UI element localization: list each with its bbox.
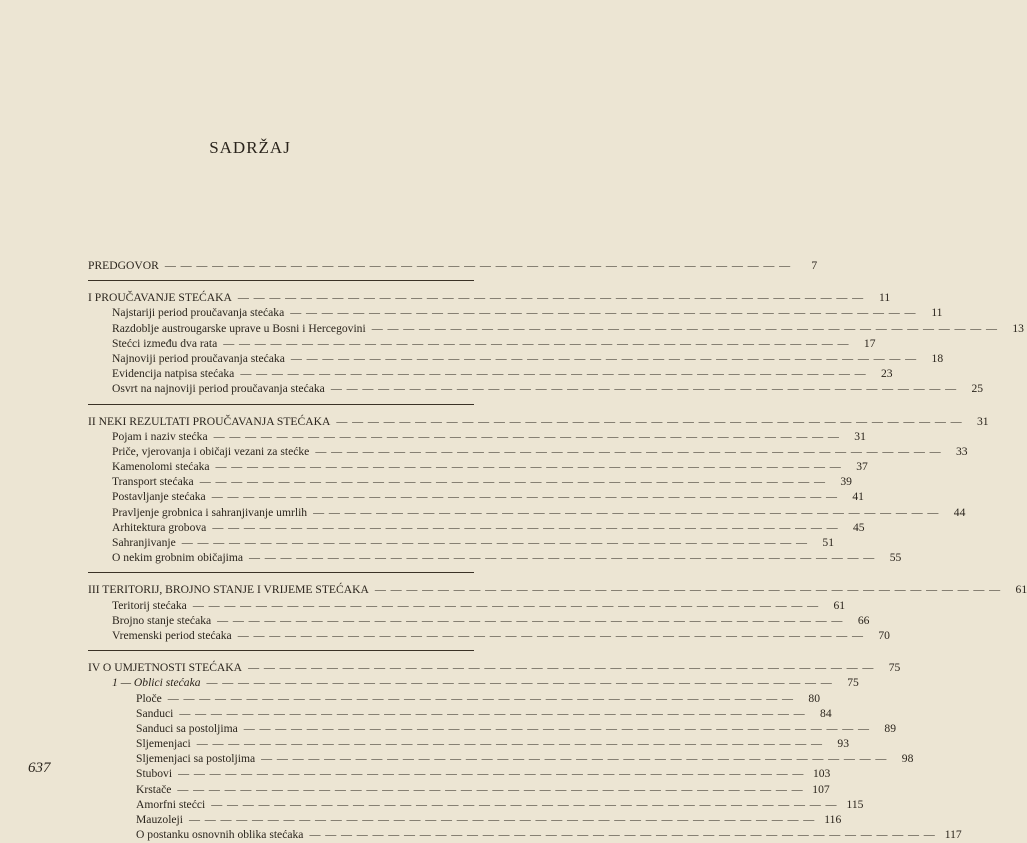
section-divider — [88, 404, 474, 405]
toc-page-number: 61 — [1015, 583, 1027, 597]
toc-entry-label: Osvrt na najnoviji period proučavanja stećaka — [112, 382, 325, 396]
toc-entry — [88, 444, 968, 459]
toc-entry — [88, 721, 897, 736]
toc-page-number: 39 — [840, 475, 852, 489]
dash-leader: — — — — — — — — — — — — — — — — — — — — — — — — — — — — — — — — — — — — — — — — — [237, 629, 864, 642]
dash-leader: — — — — — — — — — — — — — — — — — — — — — — — — — — — — — — — — — — — — — — — — — [249, 552, 876, 565]
toc-entry-label: Krstače — [136, 782, 172, 796]
toc-page-number: 116 — [824, 813, 842, 826]
toc-page-number: 7 — [811, 259, 818, 272]
toc-entry-label: Brojno stanje stećaka — [112, 613, 212, 627]
toc-entry — [88, 706, 832, 721]
dash-leader: — — — — — — — — — — — — — — — — — — — — — — — — — — — — — — — — — — — — — — — — — [248, 662, 875, 675]
toc-section-entry — [88, 582, 1027, 597]
toc-page-number: 31 — [977, 414, 989, 428]
toc-page-number: 75 — [888, 661, 901, 675]
toc-entry — [88, 766, 831, 781]
dash-leader: — — — — — — — — — — — — — — — — — — — — — — — — — — — — — — — — — — — — — — — — — [290, 307, 917, 320]
toc-page-number: 37 — [856, 460, 868, 474]
toc-entry — [88, 827, 962, 842]
toc-entry-label: Mauzoleji — [136, 813, 184, 826]
dash-leader: — — — — — — — — — — — — — — — — — — — — — — — — — — — — — — — — — — — — — — — — — [178, 768, 805, 781]
dash-leader: — — — — — — — — — — — — — — — — — — — — — — — — — — — — — — — — — — — — — — — — — [217, 614, 844, 627]
toc-entry-label: I PROUČAVANJE STEĆAKA — [88, 291, 232, 305]
toc-entry-label: III TERITORIJ, BROJNO STANJE I VRIJEME STEĆAKA — [88, 583, 369, 597]
toc-entry-label: Razdoblje austrougarske uprave u Bosni i Hercegovini — [112, 321, 366, 335]
section-divider — [88, 572, 474, 573]
toc-entry-label: Amorfni stećci — [136, 797, 206, 811]
table-of-contents — [88, 258, 1027, 842]
toc-entry-label: Postavljanje stećaka — [112, 490, 206, 504]
toc-page-number: 75 — [847, 676, 859, 690]
toc-entry — [88, 366, 893, 381]
toc-entry — [88, 598, 846, 613]
toc-entry-label: II NEKI REZULTATI PROUČAVANJA STEĆAKA — [88, 414, 331, 428]
toc-entry — [88, 782, 830, 797]
toc-entry-label: Sljemenjaci sa postoljima — [136, 752, 256, 766]
toc-section-entry — [88, 290, 891, 305]
toc-section-entry — [88, 414, 989, 429]
toc-entry-label: Stubovi — [136, 767, 173, 781]
toc-section-entry — [88, 258, 818, 273]
dash-leader: — — — — — — — — — — — — — — — — — — — — — — — — — — — — — — — — — — — — — — — — — [212, 521, 839, 534]
dash-leader: — — — — — — — — — — — — — — — — — — — — — — — — — — — — — — — — — — — — — — — — — [290, 352, 918, 365]
toc-entry-label: O postanku osnovnih oblika stećaka — [136, 828, 304, 842]
dash-leader: — — — — — — — — — — — — — — — — — — — — — — — — — — — — — — — — — — — — — — — — — [371, 322, 998, 335]
toc-page-number: 107 — [812, 782, 830, 796]
dash-leader: — — — — — — — — — — — — — — — — — — — — — — — — — — — — — — — — — — — — — — — — — [167, 692, 795, 705]
toc-entry — [88, 520, 865, 535]
toc-page-number: 17 — [863, 336, 876, 350]
dash-leader: — — — — — — — — — — — — — — — — — — — — — — — — — — — — — — — — — — — — — — — — — [237, 292, 865, 305]
toc-page-number: 84 — [820, 706, 832, 720]
toc-entry — [88, 812, 842, 827]
toc-entry-label: 1 — Oblici stećaka — [112, 676, 201, 690]
toc-page-number: 117 — [944, 828, 962, 842]
toc-page-number: 89 — [884, 721, 897, 735]
toc-entry-label: IV O UMJETNOSTI STEĆAKA — [88, 661, 243, 675]
toc-entry — [88, 489, 864, 504]
dash-leader: — — — — — — — — — — — — — — — — — — — — — — — — — — — — — — — — — — — — — — — — — [315, 445, 942, 458]
toc-page-number: 11 — [931, 306, 943, 320]
toc-entry — [88, 305, 943, 320]
toc-entry-label: Pravljenje grobnica i sahranjivanje umrlih — [112, 505, 308, 519]
dash-leader: — — — — — — — — — — — — — — — — — — — — — — — — — — — — — — — — — — — — — — — — — [199, 476, 826, 489]
toc-entry-label: Sanduci — [136, 706, 174, 720]
section-divider — [88, 650, 474, 651]
toc-entry — [88, 474, 852, 489]
toc-page-number: 41 — [852, 490, 864, 504]
toc-entry — [88, 691, 821, 706]
toc-page-number: 115 — [846, 797, 864, 811]
toc-page-number: 70 — [878, 628, 890, 642]
dash-leader: — — — — — — — — — — — — — — — — — — — — — — — — — — — — — — — — — — — — — — — — — [177, 783, 804, 796]
toc-entry — [88, 550, 902, 565]
toc-entry-label: Sljemenjaci — [136, 737, 191, 751]
toc-entry — [88, 505, 966, 520]
dash-leader: — — — — — — — — — — — — — — — — — — — — — — — — — — — — — — — — — — — — — — — — — [164, 260, 792, 272]
dash-leader: — — — — — — — — — — — — — — — — — — — — — — — — — — — — — — — — — — — — — — — — — [192, 599, 820, 612]
toc-page-number: 98 — [901, 752, 914, 766]
toc-entry — [88, 797, 864, 812]
toc-entry — [88, 429, 866, 444]
dash-leader: — — — — — — — — — — — — — — — — — — — — — — — — — — — — — — — — — — — — — — — — — [189, 814, 816, 826]
toc-entry — [88, 535, 834, 550]
toc-entry-label: Najstariji period proučavanja stećaka — [112, 306, 285, 320]
dash-leader: — — — — — — — — — — — — — — — — — — — — — — — — — — — — — — — — — — — — — — — — — [223, 337, 850, 350]
toc-entry — [88, 675, 859, 690]
toc-page-number: 93 — [837, 737, 849, 751]
dash-leader: — — — — — — — — — — — — — — — — — — — — — — — — — — — — — — — — — — — — — — — — — [213, 430, 840, 443]
dash-leader: — — — — — — — — — — — — — — — — — — — — — — — — — — — — — — — — — — — — — — — — — [243, 722, 871, 735]
section-divider — [88, 280, 474, 281]
toc-page-number: 51 — [822, 536, 834, 549]
toc-entry-label: O nekim grobnim običajima — [112, 551, 244, 565]
page-title: SADRŽAJ — [209, 138, 291, 157]
dash-leader: — — — — — — — — — — — — — — — — — — — — — — — — — — — — — — — — — — — — — — — — — [215, 461, 842, 474]
toc-entry-label: PREDGOVOR — [88, 259, 159, 272]
toc-page-number: 55 — [889, 551, 902, 565]
toc-page-number: 33 — [955, 444, 968, 458]
toc-section-entry — [88, 660, 901, 675]
toc-page-number: 31 — [854, 429, 866, 443]
dash-leader: — — — — — — — — — — — — — — — — — — — — — — — — — — — — — — — — — — — — — — — — — [330, 383, 958, 396]
toc-entry-label: Najnoviji period proučavanja stećaka — [112, 351, 285, 365]
page-number: 637 — [28, 760, 51, 776]
toc-page-number: 23 — [880, 367, 893, 381]
toc-entry-label: Sanduci sa postoljima — [136, 721, 238, 735]
toc-entry-label: Ploče — [136, 691, 162, 705]
dash-leader: — — — — — — — — — — — — — — — — — — — — — — — — — — — — — — — — — — — — — — — — — [179, 707, 806, 720]
toc-page-number: 18 — [931, 351, 944, 365]
toc-page-number: 45 — [853, 520, 865, 534]
toc-entry-label: Arhitektura grobova — [112, 520, 207, 534]
toc-entry-label: Pojam i naziv stećka — [112, 429, 208, 443]
dash-leader: — — — — — — — — — — — — — — — — — — — — — — — — — — — — — — — — — — — — — — — — — [211, 491, 838, 504]
toc-entry — [88, 459, 868, 474]
dash-leader: — — — — — — — — — — — — — — — — — — — — — — — — — — — — — — — — — — — — — — — — — [313, 506, 940, 519]
toc-entry — [88, 613, 870, 628]
toc-page-number: 66 — [857, 613, 870, 627]
toc-entry-label: Stećci između dva rata — [112, 336, 218, 350]
toc-entry — [88, 351, 944, 366]
dash-leader: — — — — — — — — — — — — — — — — — — — — — — — — — — — — — — — — — — — — — — — — — [309, 829, 936, 842]
toc-entry — [88, 628, 890, 643]
toc-entry — [88, 321, 1024, 336]
dash-leader: — — — — — — — — — — — — — — — — — — — — — — — — — — — — — — — — — — — — — — — — — [240, 368, 867, 381]
toc-entry — [88, 751, 914, 766]
dash-leader: — — — — — — — — — — — — — — — — — — — — — — — — — — — — — — — — — — — — — — — — — [261, 753, 888, 766]
toc-page-number: 11 — [878, 291, 891, 305]
toc-entry — [88, 736, 849, 751]
toc-entry-label: Vremenski period stećaka — [112, 628, 232, 642]
toc-entry-label: Transport stećaka — [112, 475, 194, 489]
dash-leader: — — — — — — — — — — — — — — — — — — — — — — — — — — — — — — — — — — — — — — — — — [206, 677, 833, 690]
toc-page-number: 103 — [812, 767, 831, 781]
dash-leader: — — — — — — — — — — — — — — — — — — — — — — — — — — — — — — — — — — — — — — — — — [336, 415, 963, 428]
toc-entry-label: Teritorij stećaka — [112, 598, 187, 612]
dash-leader: — — — — — — — — — — — — — — — — — — — — — — — — — — — — — — — — — — — — — — — — — [374, 584, 1002, 597]
toc-entry-label: Priče, vjerovanja i običaji vezani za stećke — [112, 444, 310, 458]
dash-leader: — — — — — — — — — — — — — — — — — — — — — — — — — — — — — — — — — — — — — — — — — [196, 738, 823, 751]
toc-entry — [88, 381, 984, 396]
toc-entry — [88, 336, 876, 351]
dash-leader: — — — — — — — — — — — — — — — — — — — — — — — — — — — — — — — — — — — — — — — — — [181, 537, 808, 549]
dash-leader: — — — — — — — — — — — — — — — — — — — — — — — — — — — — — — — — — — — — — — — — — [211, 798, 838, 811]
toc-page-number: 13 — [1012, 321, 1024, 335]
toc-page-number: 44 — [953, 505, 966, 519]
toc-page-number: 80 — [808, 691, 821, 705]
toc-page-number: 61 — [833, 598, 846, 612]
toc-entry-label: Evidencija natpisa stećaka — [112, 367, 235, 381]
toc-page-number: 25 — [971, 382, 984, 396]
toc-entry-label: Kamenolomi stećaka — [112, 460, 210, 474]
toc-entry-label: Sahranjivanje — [112, 536, 176, 549]
